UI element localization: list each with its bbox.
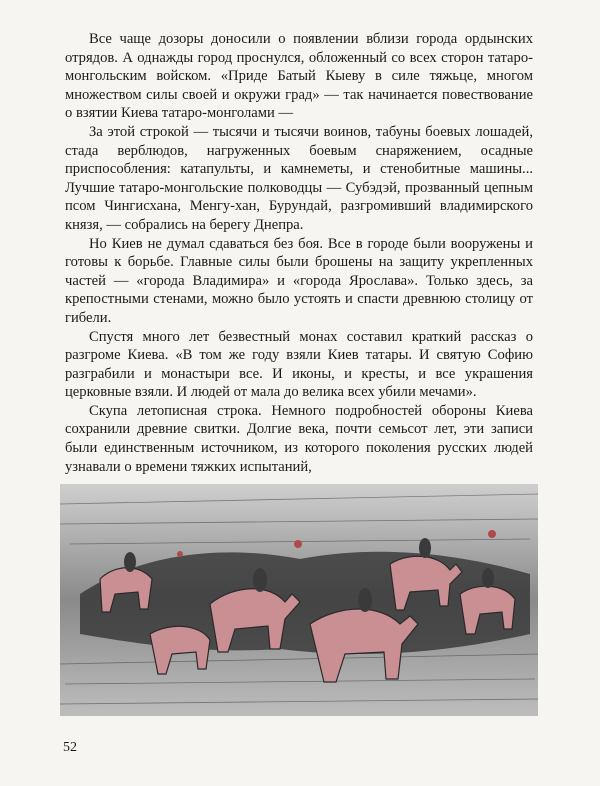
paragraph: Но Киев не думал сдаваться без боя. Все в городе были вооружены и готовы к борьбе. Главные силы были брошены на защиту укрепленных частей — «города Владимира» и «города Ярослава». Только здесь, за крепостными стенами, можно было устоять и спасти древнюю столицу от гибели. (65, 235, 533, 326)
horsemen-illustration (60, 484, 538, 716)
body-text (65, 30, 533, 476)
paragraph: Все чаще дозоры доносили о появлении вблизи города ордынских отрядов. А однажды город проснулся, обложенный со всех сторон татаро-монгольским войском. «Приде Батый Кыеву в силе тяжьце, многом множеством силы своей и окружи град» — так начинается повествование о взятии Киева татаро-монголами — (65, 31, 533, 122)
paragraph: Скупа летописная строка. Немного подробностей обороны Киева сохранили древние свитки. Долгие века, почти семьсот лет, эти записи были единственным источником, из которого поколения русских людей узнавали о времени тяжких испытаний, (65, 402, 533, 475)
page-number: 52 (63, 740, 77, 755)
paragraph: Спустя много лет безвестный монах составил краткий рассказ о разгроме Киева. «В том же году взяли Киев татары. И святую Софию разграбили и монастыри все. И иконы, и кресты, и все украшения церковные взяли. И людей от мала до велика всех убили мечами». (65, 328, 533, 401)
paragraph: За этой строкой — тысячи и тысячи воинов, табуны боевых лошадей, стада верблюдов, нагруженных боевым снаряжением, осадные приспособления: катапульты, и камнеметы, и стенобитные машины... Лучшие татаро-монгольские полководцы — Субэдэй, прозванный цепным псом Чингисхана, Менгу-хан, Бурундай, разгромивший владимирского князя, — собрались на берегу Днепра. (65, 123, 533, 233)
